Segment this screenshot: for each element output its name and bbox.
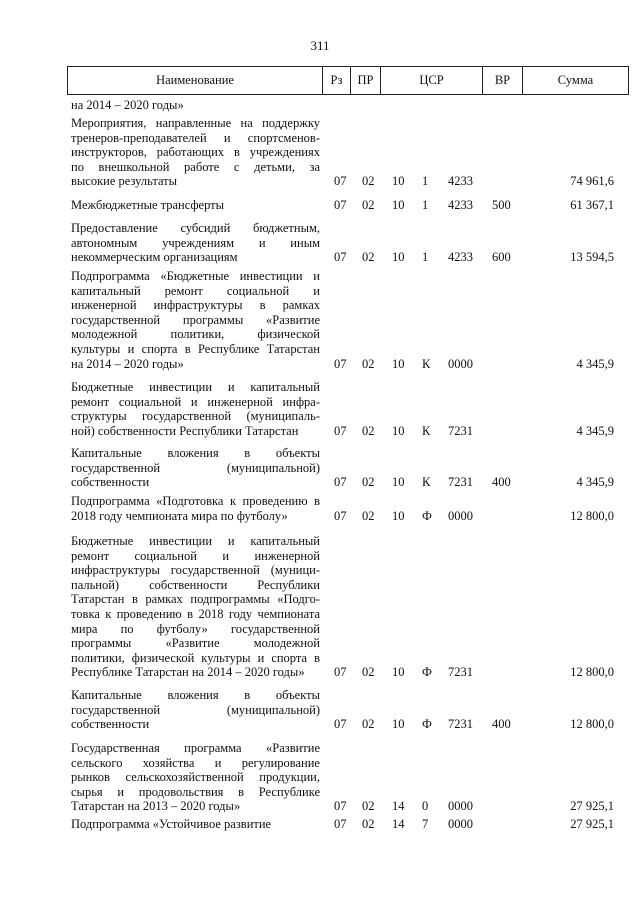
row-name-line: Предоставление субсидий бюджетным, [71,221,320,235]
cell-c3: 0000 [448,356,473,371]
cell-rz: 07 [334,250,347,265]
cell-pr: 02 [362,799,375,814]
cell-c2: 1 [422,174,429,189]
cell-sum: 4 345,9 [576,423,614,438]
cell-rz: 07 [334,717,347,732]
row-name [71,817,320,832]
row-name-line: на 2014 – 2020 годы» [71,356,184,371]
cell-rz: 07 [334,198,347,212]
cell-c3: 7231 [448,717,473,732]
cell-sum: 27 925,1 [570,817,614,831]
header-pr: ПР [351,67,381,94]
cell-c1: 10 [392,198,405,212]
row-name [71,269,320,371]
header-rz: Рз [323,67,351,94]
cell-c1: 14 [392,817,405,831]
cell-pr: 02 [362,717,375,732]
cell-pr: 02 [362,817,375,831]
row-name-line: мира по футболу» государственной [71,621,320,636]
cell-sum: 12 800,0 [570,508,614,523]
cell-pr: 02 [362,508,375,523]
cell-sum: 61 367,1 [570,198,614,212]
cell-c2: К [422,423,431,438]
cell-vr: 400 [492,475,511,490]
cell-c2: 0 [422,799,429,814]
row-name-line: Бюджетные инвестиции и капитальный [71,534,320,548]
row-name-line: Республике Татарстан на 2014 – 2020 годы» [71,665,305,680]
row-name-line: инфраструктуры государственной (муници- [71,563,320,578]
row-name-line: ремонт социальной и инженерной [71,548,320,563]
cell-c3: 7231 [448,665,473,680]
cell-vr: 500 [492,198,511,212]
row-name-line: пальной) собственности Республики [71,577,320,592]
row-name-line: рынков сельскохозяйственной продукции, [71,770,320,785]
row-name-line: ной) собственности Республики Татарстан [71,423,299,438]
cell-c2: 7 [422,817,429,831]
cell-pr: 02 [362,174,375,189]
row-name-line: политики, физической культуры и спорта в [71,650,320,665]
row-name [71,494,320,523]
row-name-line: собственности [71,475,150,490]
cell-c3: 4233 [448,174,473,189]
cell-pr: 02 [362,198,375,212]
row-name-line: культуры и спорта в Республике Татарстан [71,341,320,356]
cell-c1: 10 [392,665,405,680]
cell-sum: 27 925,1 [570,799,614,814]
row-name [71,98,320,113]
row-name [71,221,320,265]
cell-c1: 10 [392,174,405,189]
row-name-line: Капитальные вложения в объекты [71,446,320,460]
row-name-line: Татарстан в рамках подпрограммы «Подго- [71,592,320,607]
cell-rz: 07 [334,356,347,371]
cell-c1: 10 [392,423,405,438]
row-name [71,198,320,213]
cell-rz: 07 [334,174,347,189]
row-name-line: по внешкольной работе с детьми, за [71,159,320,174]
row-name [71,688,320,732]
cell-c3: 4233 [448,198,473,212]
cell-c2: Ф [422,665,432,680]
row-name-line: Государственная программа «Развитие [71,741,320,755]
cell-c2: Ф [422,508,432,523]
cell-pr: 02 [362,423,375,438]
cell-c3: 0000 [448,817,473,831]
cell-pr: 02 [362,356,375,371]
cell-c3: 7231 [448,423,473,438]
cell-sum: 4 345,9 [576,475,614,490]
cell-c2: Ф [422,717,432,732]
cell-rz: 07 [334,665,347,680]
cell-c3: 0000 [448,799,473,814]
cell-sum: 12 800,0 [570,665,614,680]
row-name-line: капитальный ремонт социальной и [71,283,320,298]
row-name [71,446,320,490]
cell-c2: 1 [422,250,429,265]
header-csr: ЦСР [381,67,483,94]
header-vr: ВР [483,67,523,94]
row-name-line: государственной (муниципальной) [71,702,320,717]
cell-rz: 07 [334,423,347,438]
row-name [71,741,320,814]
cell-rz: 07 [334,475,347,490]
row-name-line: Подпрограмма «Подготовка к проведению в [71,494,320,508]
cell-vr: 600 [492,250,511,265]
cell-pr: 02 [362,665,375,680]
row-name-line: молодежной политики, физической [71,327,320,342]
cell-c2: К [422,475,431,490]
cell-sum: 13 594,5 [570,250,614,265]
row-name-line: Бюджетные инвестиции и капитальный [71,380,320,394]
row-name [71,534,320,680]
header-name: Наименование [68,67,323,94]
cell-pr: 02 [362,475,375,490]
cell-c3: 4233 [448,250,473,265]
row-name-line: Подпрограмма «Бюджетные инвестиции и [71,269,320,283]
row-name-line: Татарстан на 2013 – 2020 годы» [71,799,241,814]
row-name-line: Мероприятия, направленные на поддержку [71,116,320,130]
table-header [67,66,629,95]
row-name-line: автономным учреждениям и иным [71,235,320,250]
page-number: 311 [310,38,330,53]
cell-sum: 4 345,9 [576,356,614,371]
cell-rz: 07 [334,799,347,814]
cell-sum: 74 961,6 [570,174,614,189]
row-name-line: тренеров-преподавателей и спортсменов- [71,130,320,145]
cell-c1: 10 [392,717,405,732]
row-name-line: инженерной инфраструктуры в рамках [71,298,320,313]
cell-rz: 07 [334,508,347,523]
row-name-line: некоммерческим организациям [71,250,238,265]
cell-c1: 10 [392,250,405,265]
cell-sum: 12 800,0 [570,717,614,732]
cell-c1: 10 [392,356,405,371]
cell-c1: 14 [392,799,405,814]
header-sum: Сумма [557,73,594,87]
cell-c1: 10 [392,475,405,490]
row-name-line: государственной (муниципальной) [71,460,320,475]
row-name-line: Межбюджетные трансферты [71,198,225,212]
row-name [71,380,320,438]
row-name-line: ремонт социальной и инженерной инфра- [71,394,320,409]
row-name-line: Капитальные вложения в объекты [71,688,320,702]
row-name [71,116,320,189]
cell-c3: 0000 [448,508,473,523]
cell-c2: К [422,356,431,371]
cell-vr: 400 [492,717,511,732]
row-name-line: сырья и продовольствия в Республике [71,784,320,799]
row-name-line: товка к проведению в 2018 году чемпионата [71,606,320,621]
row-name-line: сельского хозяйства и регулирование [71,755,320,770]
row-name-line: инструкторов, работающих в учреждениях [71,145,320,160]
row-name-line: программы «Развитие молодежной [71,636,320,651]
cell-c2: 1 [422,198,429,212]
row-name-line: 2018 году чемпионата мира по футболу» [71,508,288,523]
row-name-line: структуры государственной (муниципаль- [71,409,320,424]
row-name-line: высокие результаты [71,174,178,189]
cell-rz: 07 [334,817,347,831]
row-name-line: собственности [71,717,150,732]
row-name-line: на 2014 – 2020 годы» [71,98,184,112]
row-name-line: государственной программы «Развитие [71,312,320,327]
cell-pr: 02 [362,250,375,265]
cell-c3: 7231 [448,475,473,490]
cell-c1: 10 [392,508,405,523]
row-name-line: Подпрограмма «Устойчивое развитие [71,817,272,831]
